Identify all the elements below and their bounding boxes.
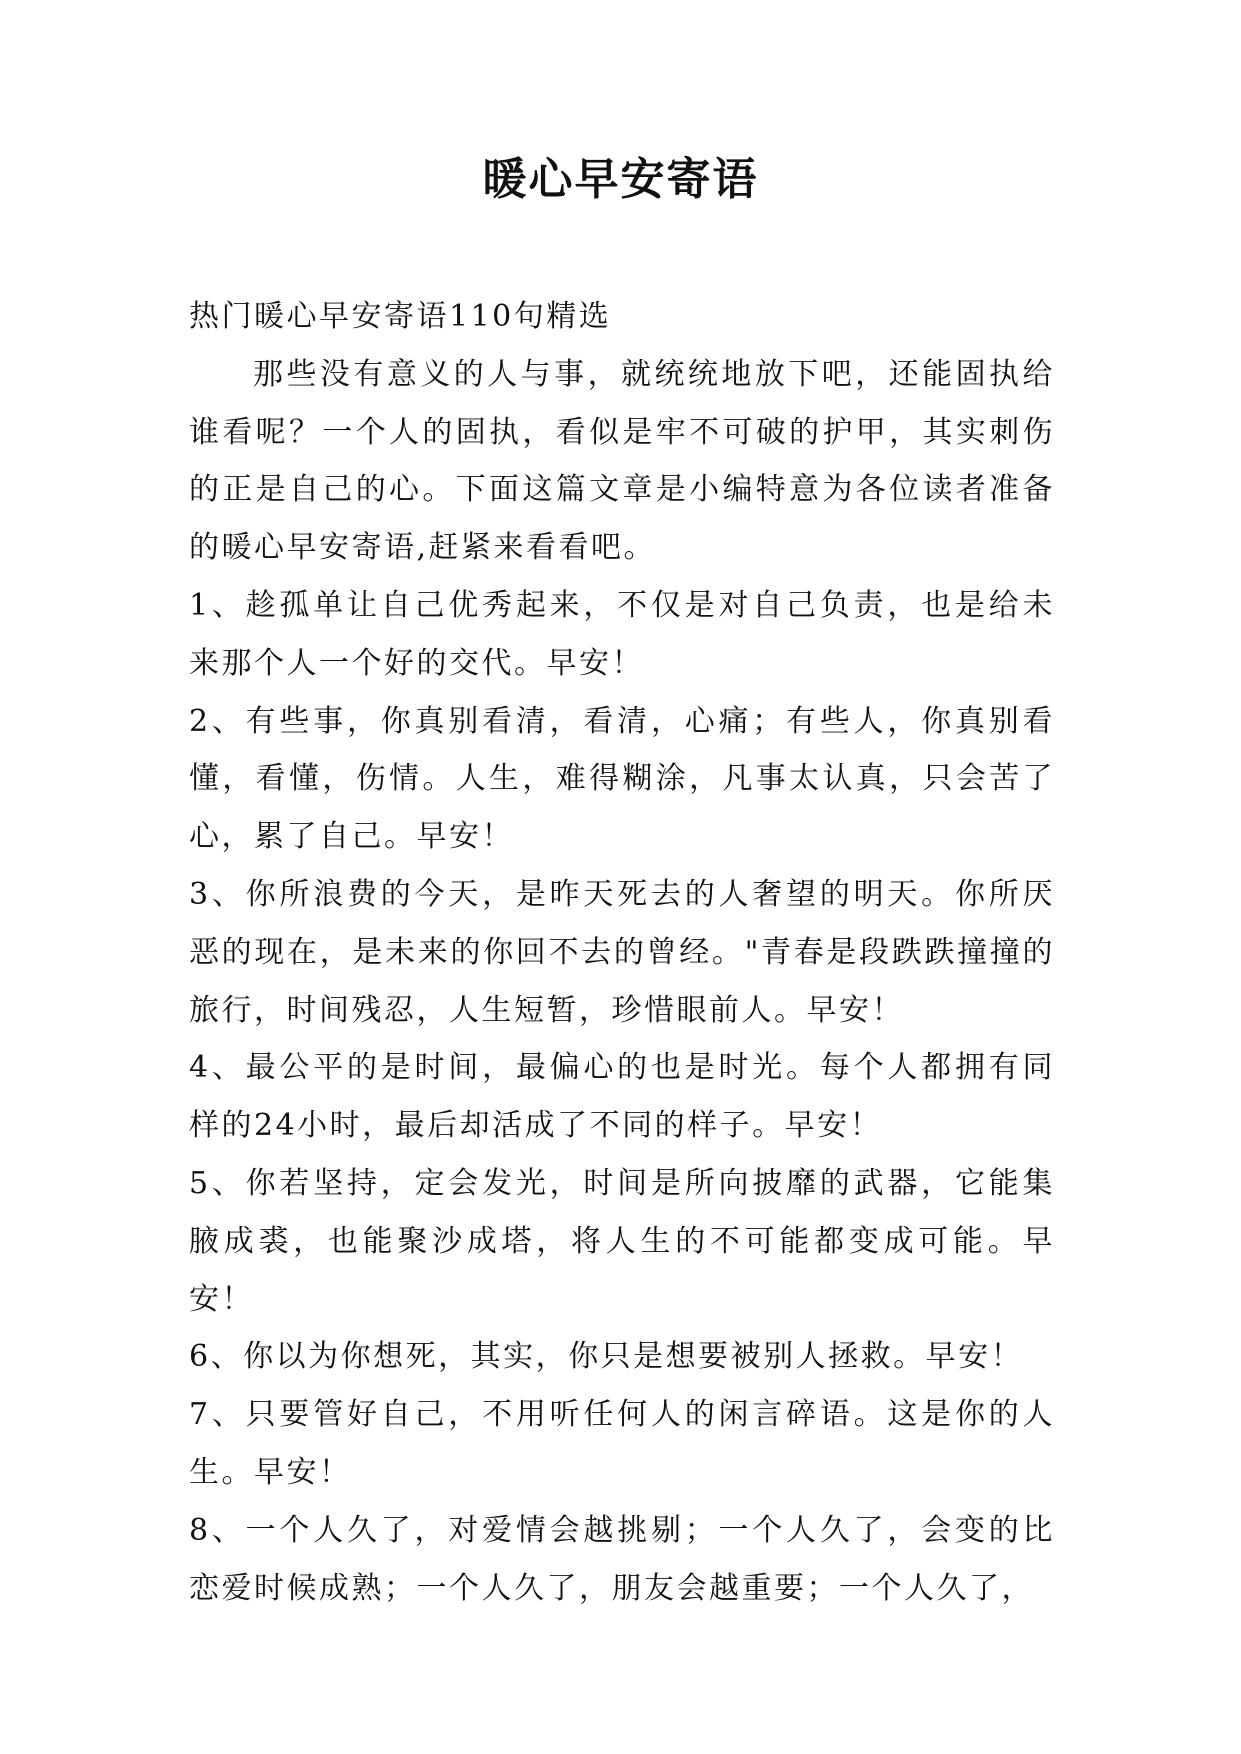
list-item: 8、一个人久了，对爱情会越挑剔；一个人久了，会变的比恋爱时候成熟；一个人久了，朋友会越重要；一个人久了，: [189, 1512, 1055, 1606]
document-body: [189, 288, 1055, 1617]
document-title: 暖心早安寄语: [482, 154, 759, 205]
list-item: 3、你所浪费的今天，是昨天死去的人奢望的明天。你所厌恶的现在，是未来的你回不去的曾经。"青春是段跌跌撞撞的旅行，时间残忍，人生短暂，珍惜眼前人。早安！: [189, 876, 1055, 1028]
list-item: 7、只要管好自己，不用听任何人的闲言碎语。这是你的人生。早安！: [189, 1397, 1055, 1490]
list-item: 6、你以为你想死，其实，你只是想要被别人拯救。早安！: [189, 1339, 1024, 1375]
list-item: 1、趁孤单让自己优秀起来，不仅是对自己负责，也是给未来那个人一个好的交代。早安！: [189, 587, 1055, 681]
intro-paragraph: 那些没有意义的人与事，就统统地放下吧，还能固执给谁看呢？一个人的固执，看似是牢不可破的护甲，其实刺伤的正是自己的心。下面这篇文章是小编特意为各位读者准备的暖心早安寄语,赶紧来看看吧。: [189, 356, 1055, 566]
list-item: 2、有些事，你真别看清，看清，心痛；有些人，你真别看懂，看懂，伤情。人生，难得糊涂，凡事太认真，只会苦了心，累了自己。早安！: [189, 703, 1055, 855]
list-item: 4、最公平的是时间，最偏心的也是时光。每个人都拥有同样的24小时，最后却活成了不同的样子。早安！: [189, 1050, 1055, 1144]
list-item: 5、你若坚持，定会发光，时间是所向披靡的武器，它能集腋成裘，也能聚沙成塔，将人生的不可能都变成可能。早安！: [189, 1165, 1055, 1317]
document-subtitle: 热门暖心早安寄语110句精选: [189, 299, 612, 334]
